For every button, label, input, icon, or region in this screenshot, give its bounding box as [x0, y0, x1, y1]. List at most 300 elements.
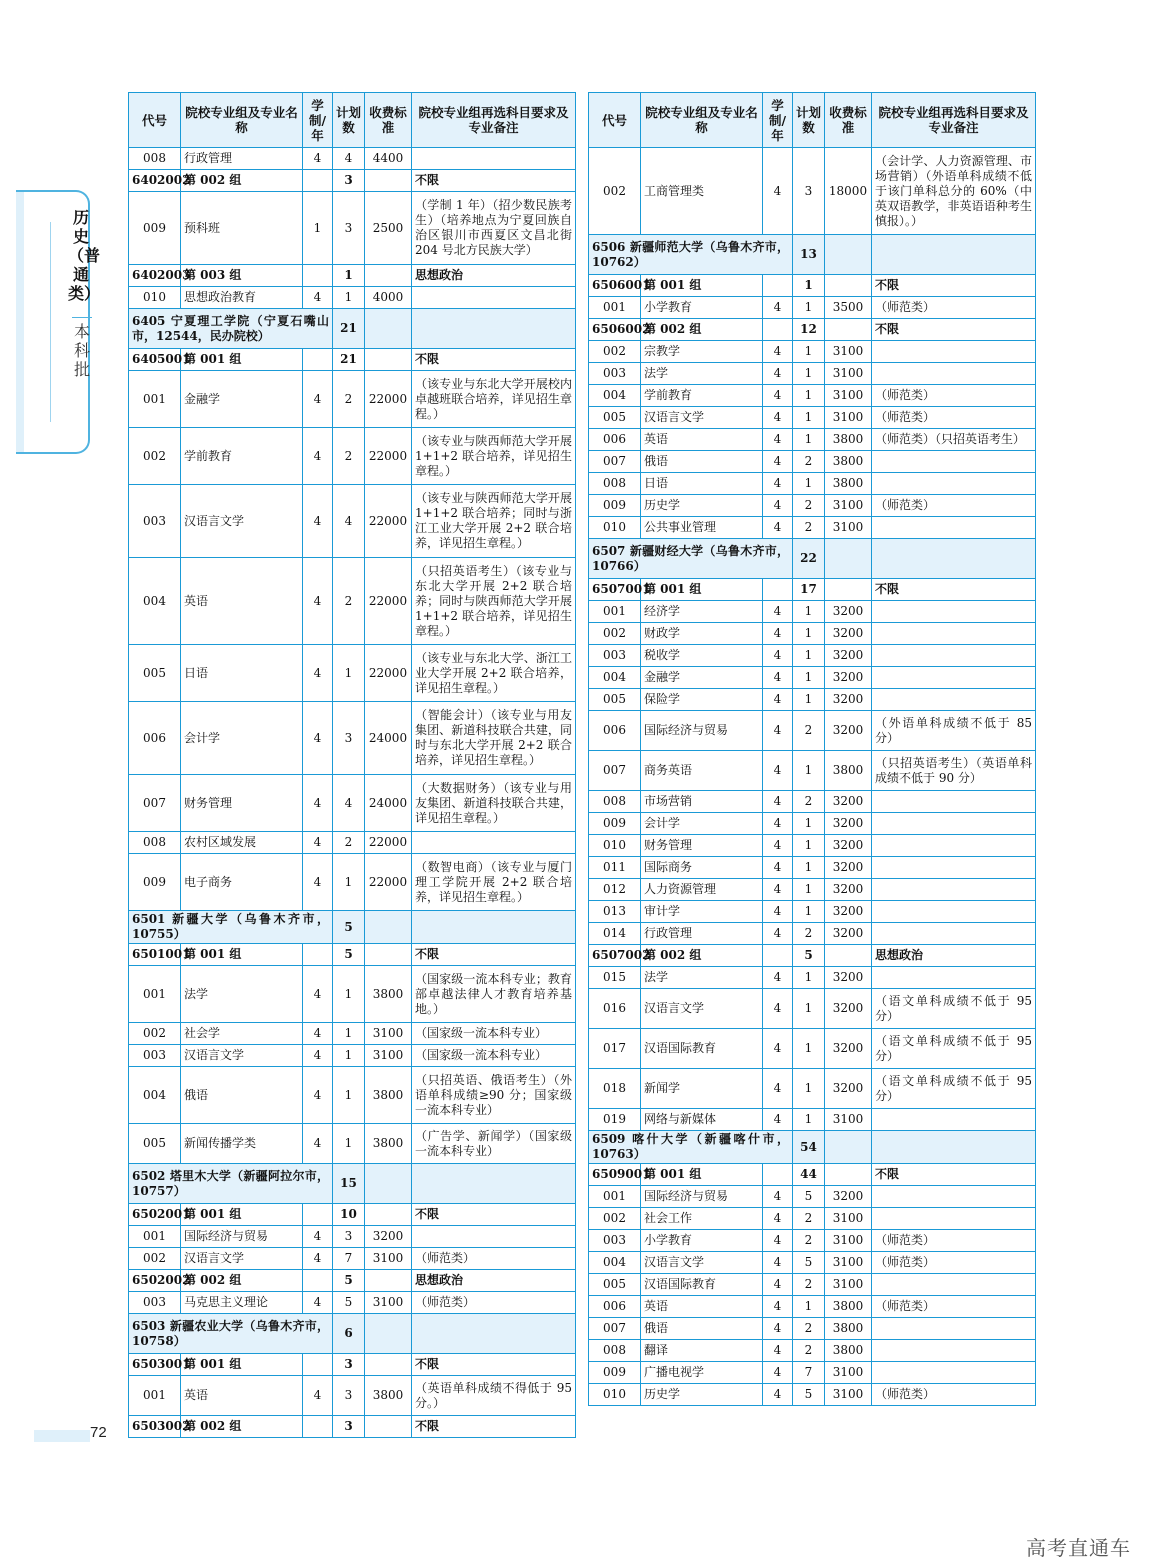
major-fee: 3200: [365, 1226, 412, 1248]
watermark: 高考直通车: [1026, 1536, 1131, 1560]
major-plan: 1: [333, 1023, 365, 1045]
major-row: [129, 966, 576, 1023]
major-note: [872, 879, 1036, 901]
major-plan: 1: [793, 363, 825, 385]
major-fee: 3100: [365, 1292, 412, 1314]
major-fee: 2500: [365, 192, 412, 265]
major-row: [589, 813, 1036, 835]
major-code: 001: [129, 1226, 181, 1248]
major-code: 004: [589, 1252, 641, 1274]
group-fee-empty: [365, 944, 412, 966]
major-row: [129, 832, 576, 854]
major-plan: 1: [793, 429, 825, 451]
major-row: [589, 791, 1036, 813]
group-years-empty: [303, 349, 333, 371]
major-fee: 24000: [365, 775, 412, 832]
major-row: [129, 775, 576, 832]
major-row: [589, 601, 1036, 623]
group-row: [589, 275, 1036, 297]
major-row: [129, 148, 576, 170]
major-note: （该专业与东北大学开展校内卓越班联合培养，详见招生章程。）: [412, 371, 576, 428]
major-name: 保险学: [641, 689, 763, 711]
major-name: 社会学: [181, 1023, 303, 1045]
school-name: 6507 新疆财经大学（乌鲁木齐市，10766）: [589, 539, 793, 579]
major-code: 002: [589, 1208, 641, 1230]
major-name: 英语: [181, 1376, 303, 1416]
major-code: 017: [589, 1029, 641, 1069]
group-years-empty: [763, 1164, 793, 1186]
group-code: 6507001: [589, 579, 641, 601]
major-fee: 18000: [825, 148, 872, 235]
major-plan: 3: [333, 702, 365, 775]
major-plan: 1: [793, 1029, 825, 1069]
major-years: 4: [303, 485, 333, 558]
major-row: [129, 485, 576, 558]
major-years: 4: [763, 791, 793, 813]
major-fee: 3100: [825, 1274, 872, 1296]
header-years: 学制/年: [763, 93, 793, 148]
major-row: [589, 1296, 1036, 1318]
header-plan: 计划数: [333, 93, 365, 148]
major-fee: 3100: [825, 385, 872, 407]
right-header-row: [589, 93, 1036, 148]
major-name: 英语: [641, 1296, 763, 1318]
group-plan: 21: [333, 349, 365, 371]
major-code: 006: [589, 711, 641, 751]
major-note: （师范类）: [872, 1252, 1036, 1274]
group-subject-requirement: 不限: [412, 944, 576, 966]
major-years: 4: [763, 1296, 793, 1318]
major-name: 汉语言文学: [181, 485, 303, 558]
major-row: [589, 517, 1036, 539]
major-plan: 5: [333, 1292, 365, 1314]
group-row: [129, 349, 576, 371]
major-row: [589, 1362, 1036, 1384]
major-code: 009: [129, 192, 181, 265]
major-years: 4: [303, 702, 333, 775]
major-plan: 1: [333, 645, 365, 702]
major-code: 002: [589, 148, 641, 235]
group-subject-requirement: 不限: [872, 319, 1036, 341]
group-subject-requirement: 不限: [412, 1416, 576, 1438]
header-years: 学制/年: [303, 93, 333, 148]
major-years: 4: [763, 363, 793, 385]
major-code: 010: [129, 287, 181, 309]
major-fee: 3100: [825, 1208, 872, 1230]
major-years: 4: [303, 1248, 333, 1270]
major-plan: 2: [333, 558, 365, 645]
major-fee: 3200: [825, 879, 872, 901]
major-row: [129, 1045, 576, 1067]
major-row: [589, 923, 1036, 945]
major-note: （会计学、人力资源管理、市场营销）（外语单科成绩不低于该门单科总分的 60%（中英双语教学，非英语语种考生慎报）。）: [872, 148, 1036, 235]
side-tab-separator: [72, 317, 92, 318]
major-plan: 1: [333, 1124, 365, 1164]
group-fee-empty: [365, 349, 412, 371]
major-fee: 3200: [825, 901, 872, 923]
school-row: [129, 911, 576, 944]
major-code: 019: [589, 1109, 641, 1131]
major-fee: 3100: [825, 407, 872, 429]
major-code: 018: [589, 1069, 641, 1109]
major-plan: 1: [793, 967, 825, 989]
major-note: （广告学、新闻学）（国家级一流本科专业）: [412, 1124, 576, 1164]
major-code: 006: [129, 702, 181, 775]
major-plan: 1: [793, 623, 825, 645]
major-code: 015: [589, 967, 641, 989]
major-name: 商务英语: [641, 751, 763, 791]
major-code: 003: [129, 485, 181, 558]
major-years: 4: [763, 1208, 793, 1230]
major-note: （师范类）: [412, 1292, 576, 1314]
major-fee: 3100: [825, 1230, 872, 1252]
major-name: 历史学: [641, 495, 763, 517]
school-fee-empty: [365, 1164, 412, 1204]
major-row: [589, 1318, 1036, 1340]
major-years: 4: [763, 879, 793, 901]
major-years: 4: [763, 1029, 793, 1069]
group-years-empty: [303, 265, 333, 287]
major-row: [129, 1226, 576, 1248]
group-name: 第 001 组: [181, 1354, 303, 1376]
group-plan: 5: [793, 945, 825, 967]
major-row: [589, 451, 1036, 473]
major-fee: 3200: [825, 1069, 872, 1109]
major-name: 会计学: [181, 702, 303, 775]
major-note: （该专业与陕西师范大学开展 1+1+2 联合培养，详见招生章程。）: [412, 428, 576, 485]
major-name: 法学: [641, 363, 763, 385]
major-code: 014: [589, 923, 641, 945]
group-row: [129, 944, 576, 966]
major-years: 4: [303, 1023, 333, 1045]
major-fee: 3800: [825, 451, 872, 473]
major-fee: 3100: [825, 1362, 872, 1384]
group-fee-empty: [365, 1204, 412, 1226]
major-fee: 3800: [365, 1376, 412, 1416]
major-note: （数智电商）（该专业与厦门理工学院开展 2+2 联合培养，详见招生章程。）: [412, 854, 576, 911]
major-years: 4: [303, 1045, 333, 1067]
group-code: 6506001: [589, 275, 641, 297]
major-code: 005: [589, 689, 641, 711]
major-name: 工商管理类: [641, 148, 763, 235]
major-code: 002: [589, 341, 641, 363]
major-note: [872, 341, 1036, 363]
major-note: （师范类）: [872, 297, 1036, 319]
major-years: 4: [763, 1384, 793, 1406]
header-code: 代号: [129, 93, 181, 148]
major-note: （智能会计）（该专业与用友集团、新道科技联合共建，同时与东北大学开展 2+2 联合培养，详见招生章程。）: [412, 702, 576, 775]
group-row: [129, 1270, 576, 1292]
major-years: 4: [763, 711, 793, 751]
major-row: [589, 689, 1036, 711]
major-code: 005: [129, 1124, 181, 1164]
major-years: 4: [303, 1226, 333, 1248]
school-plan: 21: [333, 309, 365, 349]
major-note: [872, 689, 1036, 711]
school-note-empty: [412, 1314, 576, 1354]
group-name: 第 002 组: [641, 945, 763, 967]
major-row: [589, 879, 1036, 901]
major-plan: 5: [793, 1252, 825, 1274]
major-years: 4: [763, 1230, 793, 1252]
major-plan: 4: [333, 775, 365, 832]
major-fee: 22000: [365, 832, 412, 854]
major-note: [872, 1186, 1036, 1208]
major-code: 007: [589, 751, 641, 791]
major-years: 4: [763, 297, 793, 319]
major-note: （语文单科成绩不低于 95 分）: [872, 1069, 1036, 1109]
group-subject-requirement: 不限: [412, 1204, 576, 1226]
major-plan: 1: [793, 901, 825, 923]
major-code: 001: [129, 371, 181, 428]
major-years: 1: [303, 192, 333, 265]
group-subject-requirement: 思想政治: [872, 945, 1036, 967]
major-note: （只招英语考生）（英语单科成绩不低于 90 分）: [872, 751, 1036, 791]
major-code: 005: [129, 645, 181, 702]
major-code: 009: [589, 813, 641, 835]
major-note: （师范类）: [872, 407, 1036, 429]
major-fee: 3200: [825, 667, 872, 689]
major-note: [872, 363, 1036, 385]
major-row: [129, 428, 576, 485]
group-subject-requirement: 不限: [872, 275, 1036, 297]
group-fee-empty: [825, 945, 872, 967]
major-code: 006: [589, 429, 641, 451]
major-name: 小学教育: [641, 1230, 763, 1252]
major-note: [872, 667, 1036, 689]
major-fee: 3500: [825, 297, 872, 319]
major-plan: 3: [333, 192, 365, 265]
group-plan: 3: [333, 170, 365, 192]
major-note: [872, 923, 1036, 945]
major-name: 马克思主义理论: [181, 1292, 303, 1314]
major-fee: 3200: [825, 1186, 872, 1208]
major-fee: 3100: [825, 1384, 872, 1406]
major-note: （外语单科成绩不低于 85 分）: [872, 711, 1036, 751]
major-row: [589, 385, 1036, 407]
major-name: 国际经济与贸易: [181, 1226, 303, 1248]
major-years: 4: [303, 966, 333, 1023]
major-code: 001: [589, 1186, 641, 1208]
major-row: [589, 363, 1036, 385]
major-name: 金融学: [641, 667, 763, 689]
major-plan: 2: [793, 1208, 825, 1230]
major-years: 4: [763, 495, 793, 517]
major-fee: 3200: [825, 857, 872, 879]
major-fee: 3800: [825, 1340, 872, 1362]
school-fee-empty: [365, 911, 412, 944]
major-plan: 1: [793, 879, 825, 901]
major-fee: 3200: [825, 689, 872, 711]
group-row: [589, 579, 1036, 601]
group-code: 6502001: [129, 1204, 181, 1226]
major-years: 4: [763, 601, 793, 623]
group-row: [129, 1354, 576, 1376]
major-code: 010: [589, 835, 641, 857]
major-years: 4: [763, 857, 793, 879]
major-code: 005: [589, 407, 641, 429]
major-name: 法学: [181, 966, 303, 1023]
school-row: [589, 539, 1036, 579]
group-name: 第 001 组: [181, 1204, 303, 1226]
major-fee: 22000: [365, 485, 412, 558]
major-note: [872, 623, 1036, 645]
major-plan: 1: [793, 407, 825, 429]
group-code: 6502002: [129, 1270, 181, 1292]
header-name: 院校专业组及专业名称: [181, 93, 303, 148]
major-row: [589, 1109, 1036, 1131]
group-years-empty: [763, 579, 793, 601]
major-plan: 2: [793, 451, 825, 473]
major-name: 汉语言文学: [181, 1248, 303, 1270]
major-row: [129, 702, 576, 775]
group-subject-requirement: 不限: [412, 170, 576, 192]
school-name: 6503 新疆农业大学（乌鲁木齐市，10758）: [129, 1314, 333, 1354]
major-name: 金融学: [181, 371, 303, 428]
major-years: 4: [303, 775, 333, 832]
major-fee: 4400: [365, 148, 412, 170]
major-fee: 3800: [825, 1318, 872, 1340]
header-fee: 收费标准: [825, 93, 872, 148]
major-row: [589, 1069, 1036, 1109]
major-plan: 2: [793, 1318, 825, 1340]
major-code: 004: [589, 667, 641, 689]
group-code: 6501001: [129, 944, 181, 966]
major-code: 009: [129, 854, 181, 911]
major-name: 新闻传播学类: [181, 1124, 303, 1164]
group-name: 第 001 组: [641, 1164, 763, 1186]
major-plan: 2: [793, 711, 825, 751]
major-note: [872, 791, 1036, 813]
major-plan: 1: [793, 689, 825, 711]
major-plan: 1: [333, 1067, 365, 1124]
major-plan: 2: [333, 371, 365, 428]
major-plan: 1: [793, 857, 825, 879]
major-fee: 3100: [825, 495, 872, 517]
major-plan: 1: [793, 297, 825, 319]
major-code: 008: [589, 1340, 641, 1362]
group-fee-empty: [365, 170, 412, 192]
major-name: 农村区域发展: [181, 832, 303, 854]
major-note: （该专业与东北大学、浙江工业大学开展 2+2 联合培养，详见招生章程。）: [412, 645, 576, 702]
major-years: 4: [763, 1109, 793, 1131]
school-fee-empty: [365, 309, 412, 349]
major-note: [872, 1340, 1036, 1362]
major-plan: 5: [793, 1384, 825, 1406]
major-plan: 3: [333, 1376, 365, 1416]
major-plan: 1: [793, 1296, 825, 1318]
major-name: 汉语言文学: [641, 407, 763, 429]
major-fee: 3200: [825, 1029, 872, 1069]
side-tab-stripe: [16, 192, 24, 452]
major-plan: 2: [793, 1340, 825, 1362]
major-plan: 1: [793, 341, 825, 363]
major-note: [872, 601, 1036, 623]
major-row: [589, 407, 1036, 429]
major-name: 广播电视学: [641, 1362, 763, 1384]
major-row: [589, 429, 1036, 451]
group-plan: 1: [793, 275, 825, 297]
major-fee: 3200: [825, 791, 872, 813]
major-years: 4: [763, 1362, 793, 1384]
major-row: [589, 857, 1036, 879]
major-plan: 1: [793, 1109, 825, 1131]
major-row: [589, 667, 1036, 689]
group-years-empty: [303, 1416, 333, 1438]
major-plan: 7: [333, 1248, 365, 1270]
major-name: 日语: [181, 645, 303, 702]
major-note: [412, 1226, 576, 1248]
major-code: 004: [129, 1067, 181, 1124]
major-plan: 2: [333, 832, 365, 854]
major-name: 俄语: [641, 451, 763, 473]
major-name: 小学教育: [641, 297, 763, 319]
major-code: 008: [589, 473, 641, 495]
school-note-empty: [412, 309, 576, 349]
school-note-empty: [412, 911, 576, 944]
major-row: [129, 645, 576, 702]
group-plan: 5: [333, 1270, 365, 1292]
major-years: 4: [763, 1340, 793, 1362]
major-row: [129, 558, 576, 645]
major-years: 4: [763, 923, 793, 945]
major-years: 4: [763, 1186, 793, 1208]
major-row: [129, 1023, 576, 1045]
major-plan: 1: [793, 989, 825, 1029]
group-years-empty: [763, 275, 793, 297]
major-row: [589, 645, 1036, 667]
page-number-bar: [34, 1430, 90, 1442]
major-years: 4: [303, 854, 333, 911]
group-subject-requirement: 思想政治: [412, 1270, 576, 1292]
school-name: 6405 宁夏理工学院（宁夏石嘴山市，12544，民办院校）: [129, 309, 333, 349]
school-name: 6502 塔里木大学（新疆阿拉尔市，10757）: [129, 1164, 333, 1204]
major-fee: 3100: [825, 1252, 872, 1274]
major-row: [589, 967, 1036, 989]
major-row: [129, 371, 576, 428]
major-note: [872, 813, 1036, 835]
major-plan: 1: [793, 1069, 825, 1109]
group-row: [589, 1164, 1036, 1186]
major-plan: 1: [793, 601, 825, 623]
header-note: 院校专业组再选科目要求及专业备注: [872, 93, 1036, 148]
major-code: 009: [589, 495, 641, 517]
major-fee: 3100: [365, 1045, 412, 1067]
school-note-empty: [412, 1164, 576, 1204]
left-header-row: [129, 93, 576, 148]
group-subject-requirement: 不限: [872, 579, 1036, 601]
major-plan: 1: [333, 287, 365, 309]
major-note: （师范类）: [872, 1296, 1036, 1318]
group-name: 第 001 组: [641, 275, 763, 297]
major-code: 003: [589, 363, 641, 385]
major-years: 4: [763, 407, 793, 429]
major-fee: 3800: [365, 966, 412, 1023]
major-note: （只招英语、俄语考生）（外语单科成绩≥90 分；国家级一流本科专业）: [412, 1067, 576, 1124]
group-plan: 12: [793, 319, 825, 341]
school-plan: 15: [333, 1164, 365, 1204]
major-fee: 3100: [825, 363, 872, 385]
major-fee: 3200: [825, 967, 872, 989]
major-code: 008: [129, 148, 181, 170]
group-fee-empty: [365, 1416, 412, 1438]
major-fee: 3800: [825, 473, 872, 495]
major-plan: 1: [793, 473, 825, 495]
major-name: 电子商务: [181, 854, 303, 911]
major-fee: 3800: [825, 1296, 872, 1318]
major-years: 4: [763, 967, 793, 989]
group-code: 6402002: [129, 170, 181, 192]
